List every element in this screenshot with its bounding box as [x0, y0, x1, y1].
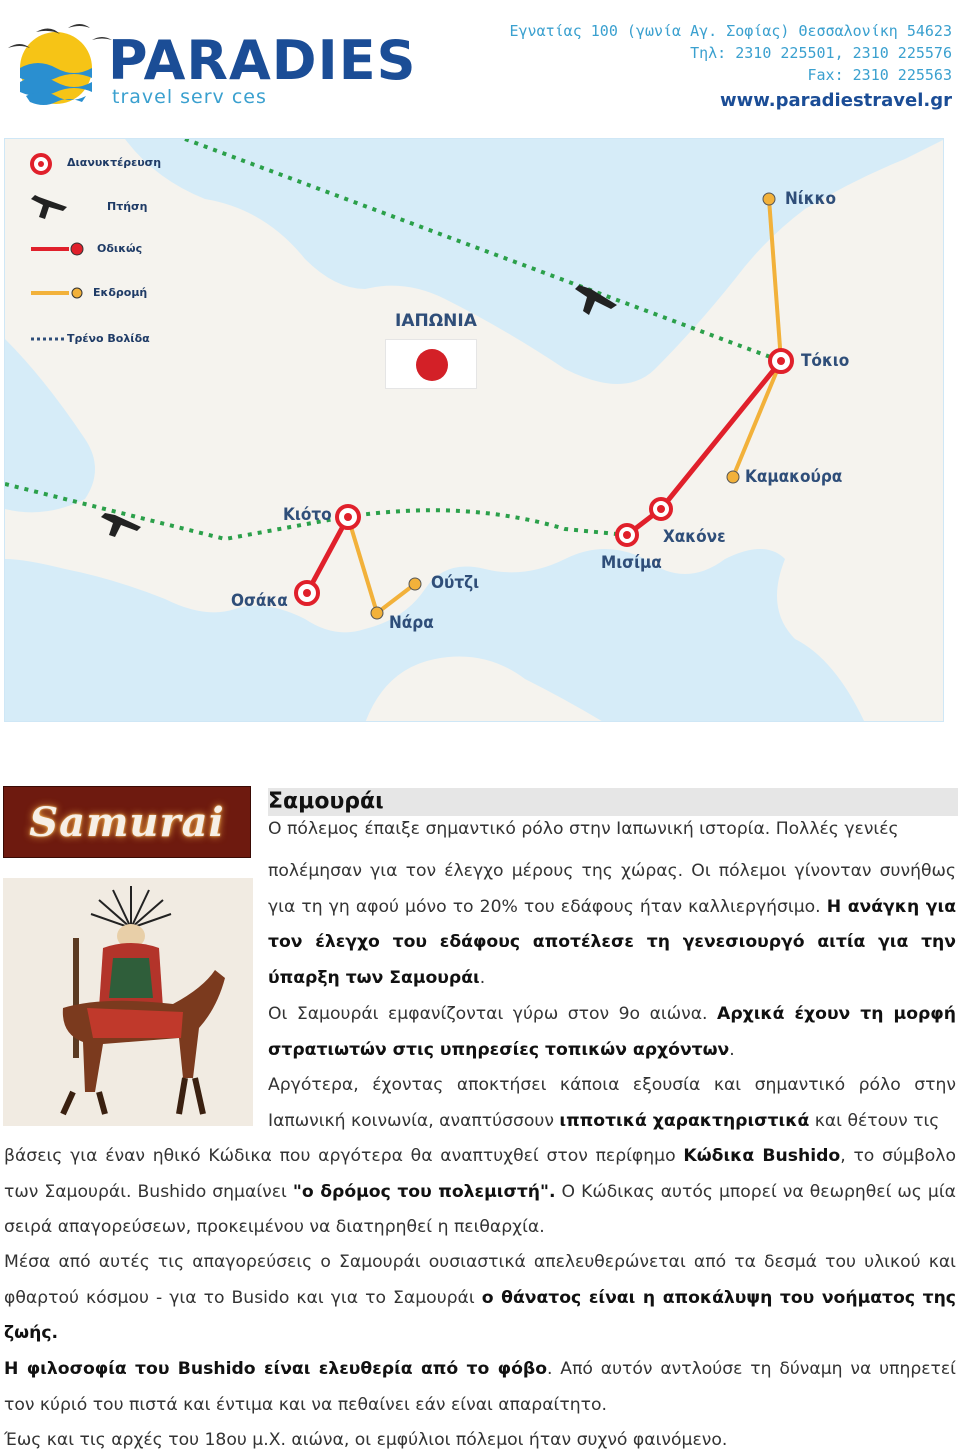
city-hakone: Χακόνε	[663, 527, 726, 547]
city-mishima: Μισίμα	[601, 553, 662, 573]
emphasis-warrior-way: "ο δρόμος του πολεμιστή".	[292, 1181, 556, 1202]
city-kyoto: Κιότο	[283, 505, 332, 525]
city-osaka: Οσάκα	[231, 591, 288, 611]
website-link[interactable]: www.paradiestravel.gr	[720, 90, 952, 111]
brand-name: PARADIES	[108, 29, 417, 92]
paragraph-8: Έως και τις αρχές του 18ου μ.Χ. αιώνα, οι εμφύλιοι πόλεμοι ήταν συχνό φαινόμενο.	[4, 1430, 728, 1450]
brand-tagline: travel serv ces	[112, 86, 267, 108]
company-logo[interactable]	[6, 18, 436, 113]
emphasis-freedom-fear: Η φιλοσοφία του Bushido είναι ελευθερία από το φόβο	[4, 1359, 548, 1379]
emphasis-bushido-code: Κώδικα Bushido	[683, 1146, 841, 1166]
samurai-illustration	[3, 878, 253, 1126]
paragraph-1: Ο πόλεμος έπαιξε σημαντικό ρόλο στην Ιαπωνική ιστορία. Πολλές γενιές	[268, 819, 899, 839]
legend-bullet-train: Τρένο Βολίδα	[67, 332, 150, 345]
article-title: Σαμουράι	[268, 789, 384, 814]
fax-text: Fax: 2310 225563	[807, 66, 952, 84]
emphasis-death-meaning: ο θάνατος είναι η αποκάλυψη του νοήματος της ζωής.	[4, 1287, 956, 1343]
legend-overnight: Διανυκτέρευση	[67, 156, 162, 169]
emphasis-land-control: Η ανάγκη για τον έλεγχο του εδάφους αποτέλεσε τη γενεσιουργό αιτία για την ύπαρξη των Σαμουράι	[268, 896, 956, 988]
address-text: Εγνατίας 100 (γωνία Αγ. Σοφίας) Θεσσαλονίκη 54623	[509, 22, 952, 40]
route-map	[4, 138, 944, 722]
paragraph-2: πολέμησαν για τον έλεγχο μέρους της χώρας. Οι πόλεμοι γίνονταν συνήθως για τη γη αφού μόνο το 20% του εδάφους ήταν καλλιεργήσιμο. Η ανάγκη για τον έλεγχο του εδάφους αποτέλεσε τη γενεσιουργό αιτία για την ύπαρξη των Σαμουράι.	[268, 861, 956, 988]
banner-text: Samurai	[29, 798, 225, 846]
paragraph-3: Οι Σαμουράι εμφανίζονται γύρω στον 9ο αιώνα. Αρχικά έχουν τη μορφή στρατιωτών στις υπηρεσίες τοπικών αρχόντων.	[268, 1004, 956, 1060]
city-kamakura: Καμακούρα	[745, 467, 843, 487]
emphasis-chivalry: ιπποτικά χαρακτηριστικά	[559, 1110, 810, 1131]
paragraph-6: Μέσα από αυτές τις απαγορεύσεις ο Σαμουράι ουσιαστικά απελευθερώνεται από τα δεσμά του υλικού και φθαρτού κόσμου - για το Busido και για το Σαμουράι ο θάνατος είναι η αποκάλυψη του νοήματος της ζωής.	[4, 1252, 956, 1343]
samurai-banner	[3, 786, 251, 858]
paragraph-5: βάσεις για έναν ηθικό Κώδικα που αργότερα θα αναπτυχθεί στον περίφημο Κώδικα Bushido, το σύμβολο των Σαμουράι. Bushido σημαίνει "ο δρόμος του πολεμιστή". Ο Κώδικας αυτός μπορεί να θεωρηθεί ως μία σειρά απαγορεύσεων, προκειμένου να διατηρηθεί η πειθαρχία.	[4, 1146, 957, 1237]
city-otsu: Ούτζι	[431, 573, 480, 593]
city-nara: Νάρα	[389, 613, 434, 633]
page-header	[0, 0, 960, 125]
paragraph-7: Η φιλοσοφία του Bushido είναι ελευθερία από το φόβο. Από αυτόν αντλούσε τη δύναμη να υπηρετεί τον κύριό του πιστά και έντιμα και να πεθαίνει εάν είναι απαραίτητο.	[4, 1359, 956, 1415]
legend-excursion: Εκδρομή	[93, 286, 148, 299]
legend-flight: Πτήση	[107, 200, 148, 213]
japan-flag-icon	[385, 339, 477, 389]
emphasis-soldiers: Αρχικά έχουν τη μορφή στρατιωτών στις υπηρεσίες τοπικών αρχόντων	[268, 1004, 956, 1060]
paragraph-4: Αργότερα, έχοντας αποκτήσει κάποια εξουσία και σημαντικό ρόλο στην Ιαπωνική κοινωνία, αναπτύσσουν ιπποτικά χαρακτηριστικά και θέτουν τις	[268, 1075, 956, 1131]
legend-road: Οδικώς	[97, 242, 143, 255]
city-nikko: Νίκκο	[785, 189, 836, 209]
phone-text: Τηλ: 2310 225501, 2310 225576	[690, 44, 952, 62]
sun-waves-icon	[6, 18, 116, 113]
map-canvas	[5, 139, 944, 722]
country-label: ΙΑΠΩΝΙΑ	[395, 311, 477, 331]
samurai-rider-icon	[3, 878, 253, 1126]
contact-block	[509, 20, 952, 116]
city-tokyo: Τόκιο	[801, 351, 850, 371]
